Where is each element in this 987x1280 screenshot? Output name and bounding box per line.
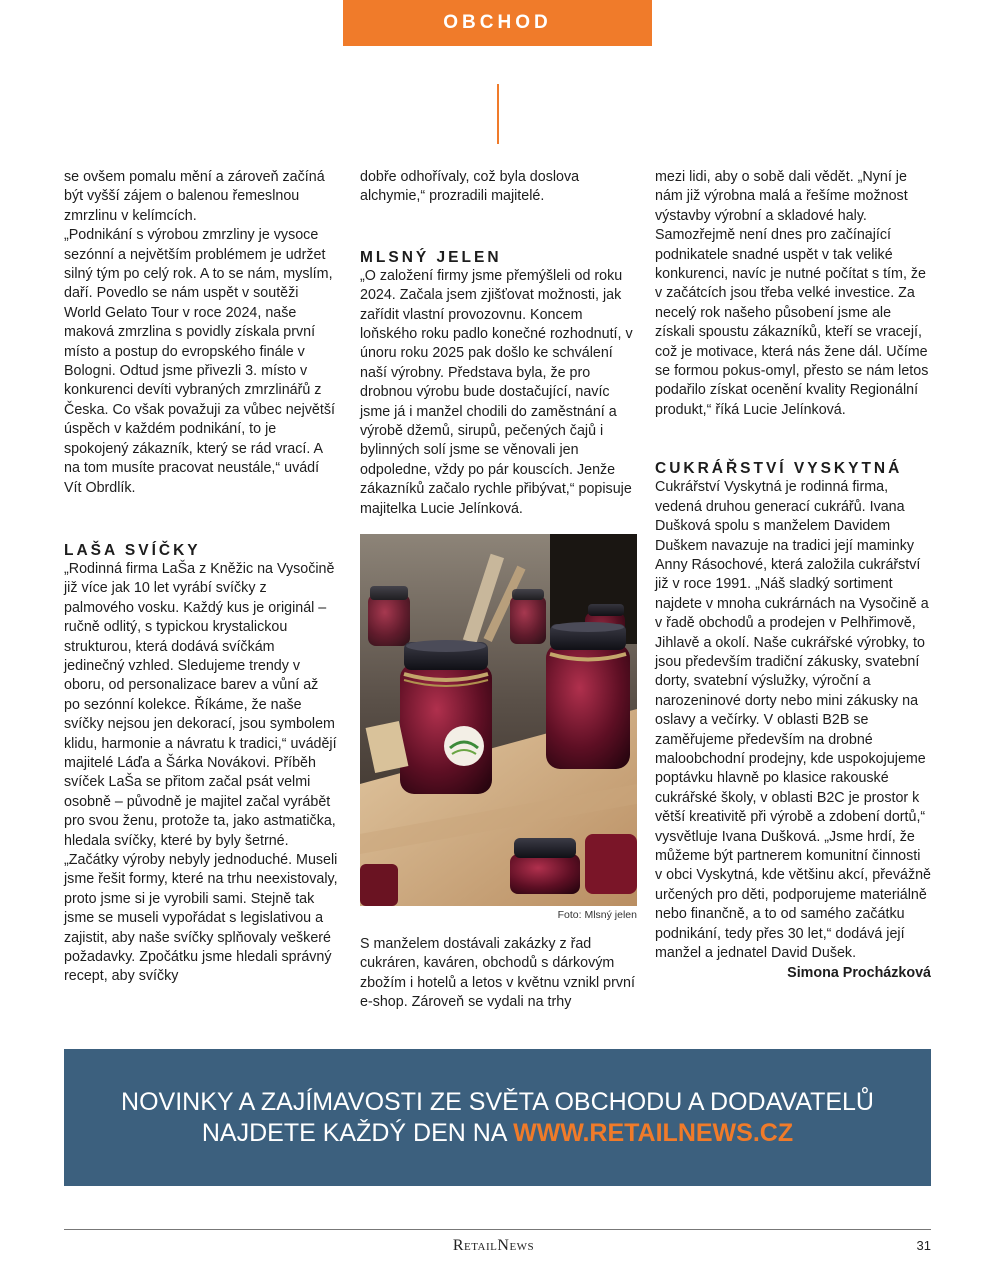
- decorative-divider: [497, 84, 499, 144]
- article-column-3: [655, 168, 931, 984]
- article-column-2: [360, 168, 638, 519]
- paragraph: dobře odhořívaly, což byla doslova alchymie,“ prozradili majitelé.: [360, 169, 580, 205]
- section-tab: OBCHOD: [343, 0, 652, 46]
- section-heading-mlsny-jelen: MLSNÝ JELEN: [360, 248, 502, 266]
- paragraph: „Začátky výroby nebyly jednoduché. Museli jsme řešit formy, které na trhu neexistovaly, proto jsme si je vyrobili sami. Stejně tak jsme se museli vypořádat s legislativou a zajistit, aby naše svíčky splňovaly veškeré požadavky. Zpočátku jsme hledali správný recept, aby svíčky: [64, 852, 338, 985]
- footer-divider: [64, 1229, 931, 1230]
- article-column-2-continued: [360, 935, 638, 1013]
- article-column-1: [64, 168, 338, 987]
- retailnews-link[interactable]: WWW.RETAILNEWS.CZ: [513, 1118, 794, 1147]
- banner-prefix: NAJDETE KAŽDÝ DEN NA: [201, 1118, 507, 1147]
- paragraph: Cukrářství Vyskytná je rodinná firma, vedená druhou generací cukrářů. Ivana Dušková spolu s manželem Davidem Duškem navazuje na tradici její maminky Anny Rásochové, která založila cukrářství již v roce 1991. „Náš sladký sortiment najdete v mnoha cukrárnách na Vysočině a v řadě obchodů a prodejen v Pelhřimově, Jihlavě a okolí. Naše cukrářské výrobky, to jsou především tradiční zákusky, svatební dorty, svatební výslužky, výroční a narozeninové dorty nebo mini zákusky na oslavy a večírky. V oblasti B2B se zaměřujeme především na drobné maloobchodní prodejny, kde uspokojujeme poptávku hlavně po klasice rakouské cukrářské školy, v oblasti B2C je prostor k větší kreativitě při výrobě a zdobení dortů,“ vysvětluje Ivana Dušková. „Jsme hrdí, že můžeme být partnerem komunitní činnosti v obci Vyskytná, kde většinu akcí, převážně určených pro děti, podporujeme materiálně nebo finančně, a to od samého začátku podnikání, tedy přes 30 let,“ dodává její manžel a jednatel David Dušek.: [655, 479, 932, 962]
- page-number: 31: [916, 1238, 931, 1253]
- paragraph: S manželem dostávali zakázky z řad cukráren, kaváren, obchodů s dárkovým zbožím i hotelů a letos v květnu vznikl první e-shop. Zároveň se vydali na trhy: [360, 936, 635, 1011]
- author-byline: Simona Procházková: [787, 965, 931, 982]
- paragraph: „Podnikání s výrobou zmrzliny je vysoce sezónní a největším problémem je udržet silný tým po celý rok. A to se nám, myslím, daří. Povedlo se nám uspět v soutěži World Gelato Tour v roce 2024, naše maková zmrzlina s povidly získala první místo a postup do evropského finále v Bologni. Odtud jsme přivezli 3. místo v konkurenci devíti vybraných zmrzlinářů z Česka. Co však považuji za vůbec největší úspěch v každém podnikání, to je spokojený zákazník, který se rád vrací. A na tom musíte pracovat neustále,“ uvádí Vít Obrdlík.: [64, 227, 335, 496]
- promo-banner: [64, 1049, 931, 1186]
- section-heading-lasa: LAŠA SVÍČKY: [64, 541, 201, 559]
- section-heading-cukrarstvi: CUKRÁŘSTVÍ VYSKYTNÁ: [655, 460, 903, 478]
- paragraph: „O založení firmy jsme přemýšleli od roku 2024. Začala jsem zjišťovat možnosti, jak zařídit vlastní provozovnu. Koncem loňského roku padlo konečné rozhodnutí, v únoru roku 2025 pak došlo ke schválení naší výrobny. Představa byla, že pro drobnou výrobu bude dostačující, navíc jsme já i manžel chodili do zaměstnání a výrobě džemů, sirupů, pečených čajů i bylinných solí jsme se věnovali jen odpoledne, vždy po pár kouscích. Jenže zákazníků začalo rychle přibývat,“ popisuje majitelka Lucie Jelínková.: [360, 267, 633, 517]
- paragraph: „Rodinná firma LaŠa z Kněžic na Vysočině již více jak 10 let vyrábí svíčky z palmového vosku. Každý kus je originál – ručně odlitý, s typickou krystalickou strukturou, která dodává svíčkám jedinečný vzhled. Sledujeme trendy v oboru, od personalizace barev a vůní až po sezónní kolekce. Říkáme, že naše svíčky nejsou jen dekorací, jsou symbolem klidu, harmonie a návratu k tradici,“ uvádějí majitelé Láďa a Šárka Novákovi. Příběh svíček LaŠa se přitom začal psát velmi osobně – původně je majitel začal vyrábět pro svou ženu, protože ta, jako astmatička, hledala svíčky, které by byly šetrné.: [64, 560, 337, 849]
- banner-line-1: NOVINKY A ZAJÍMAVOSTI ZE SVĚTA OBCHODU A DODAVATELŮ: [121, 1087, 874, 1116]
- paragraph: mezi lidi, aby o sobě dali vědět. „Nyní je nám již výrobna malá a řešíme možnost výstavby výrobní a skladové haly. Samozřejmě není dnes pro začínající podnikatele snadné uspět v tak veliké konkurenci, navíc je nutné počítat s tím, že v začátcích jsou třeba velké investice. Za necelý rok našeho působení jsme ale získali spoustu zákazníků, kteří se vracejí, což je motivace, která nás žene dál. Učíme se formou pokus-omyl, přesto se nám letos podařilo získat ocenění kvality Regionální produkt,“ říká Lucie Jelínková.: [655, 169, 929, 418]
- banner-line-2: [202, 1118, 793, 1149]
- jam-jars-illustration: [360, 534, 637, 906]
- jam-jars-photo: [360, 534, 637, 906]
- paragraph: se ovšem pomalu mění a zároveň začíná být vyšší zájem o balenou řemeslnou zmrzlinu v kelímcích.: [64, 169, 325, 224]
- footer-brand-logo: RetailNews: [452, 1237, 535, 1254]
- photo-caption: Foto: Mlsný jelen: [557, 909, 637, 921]
